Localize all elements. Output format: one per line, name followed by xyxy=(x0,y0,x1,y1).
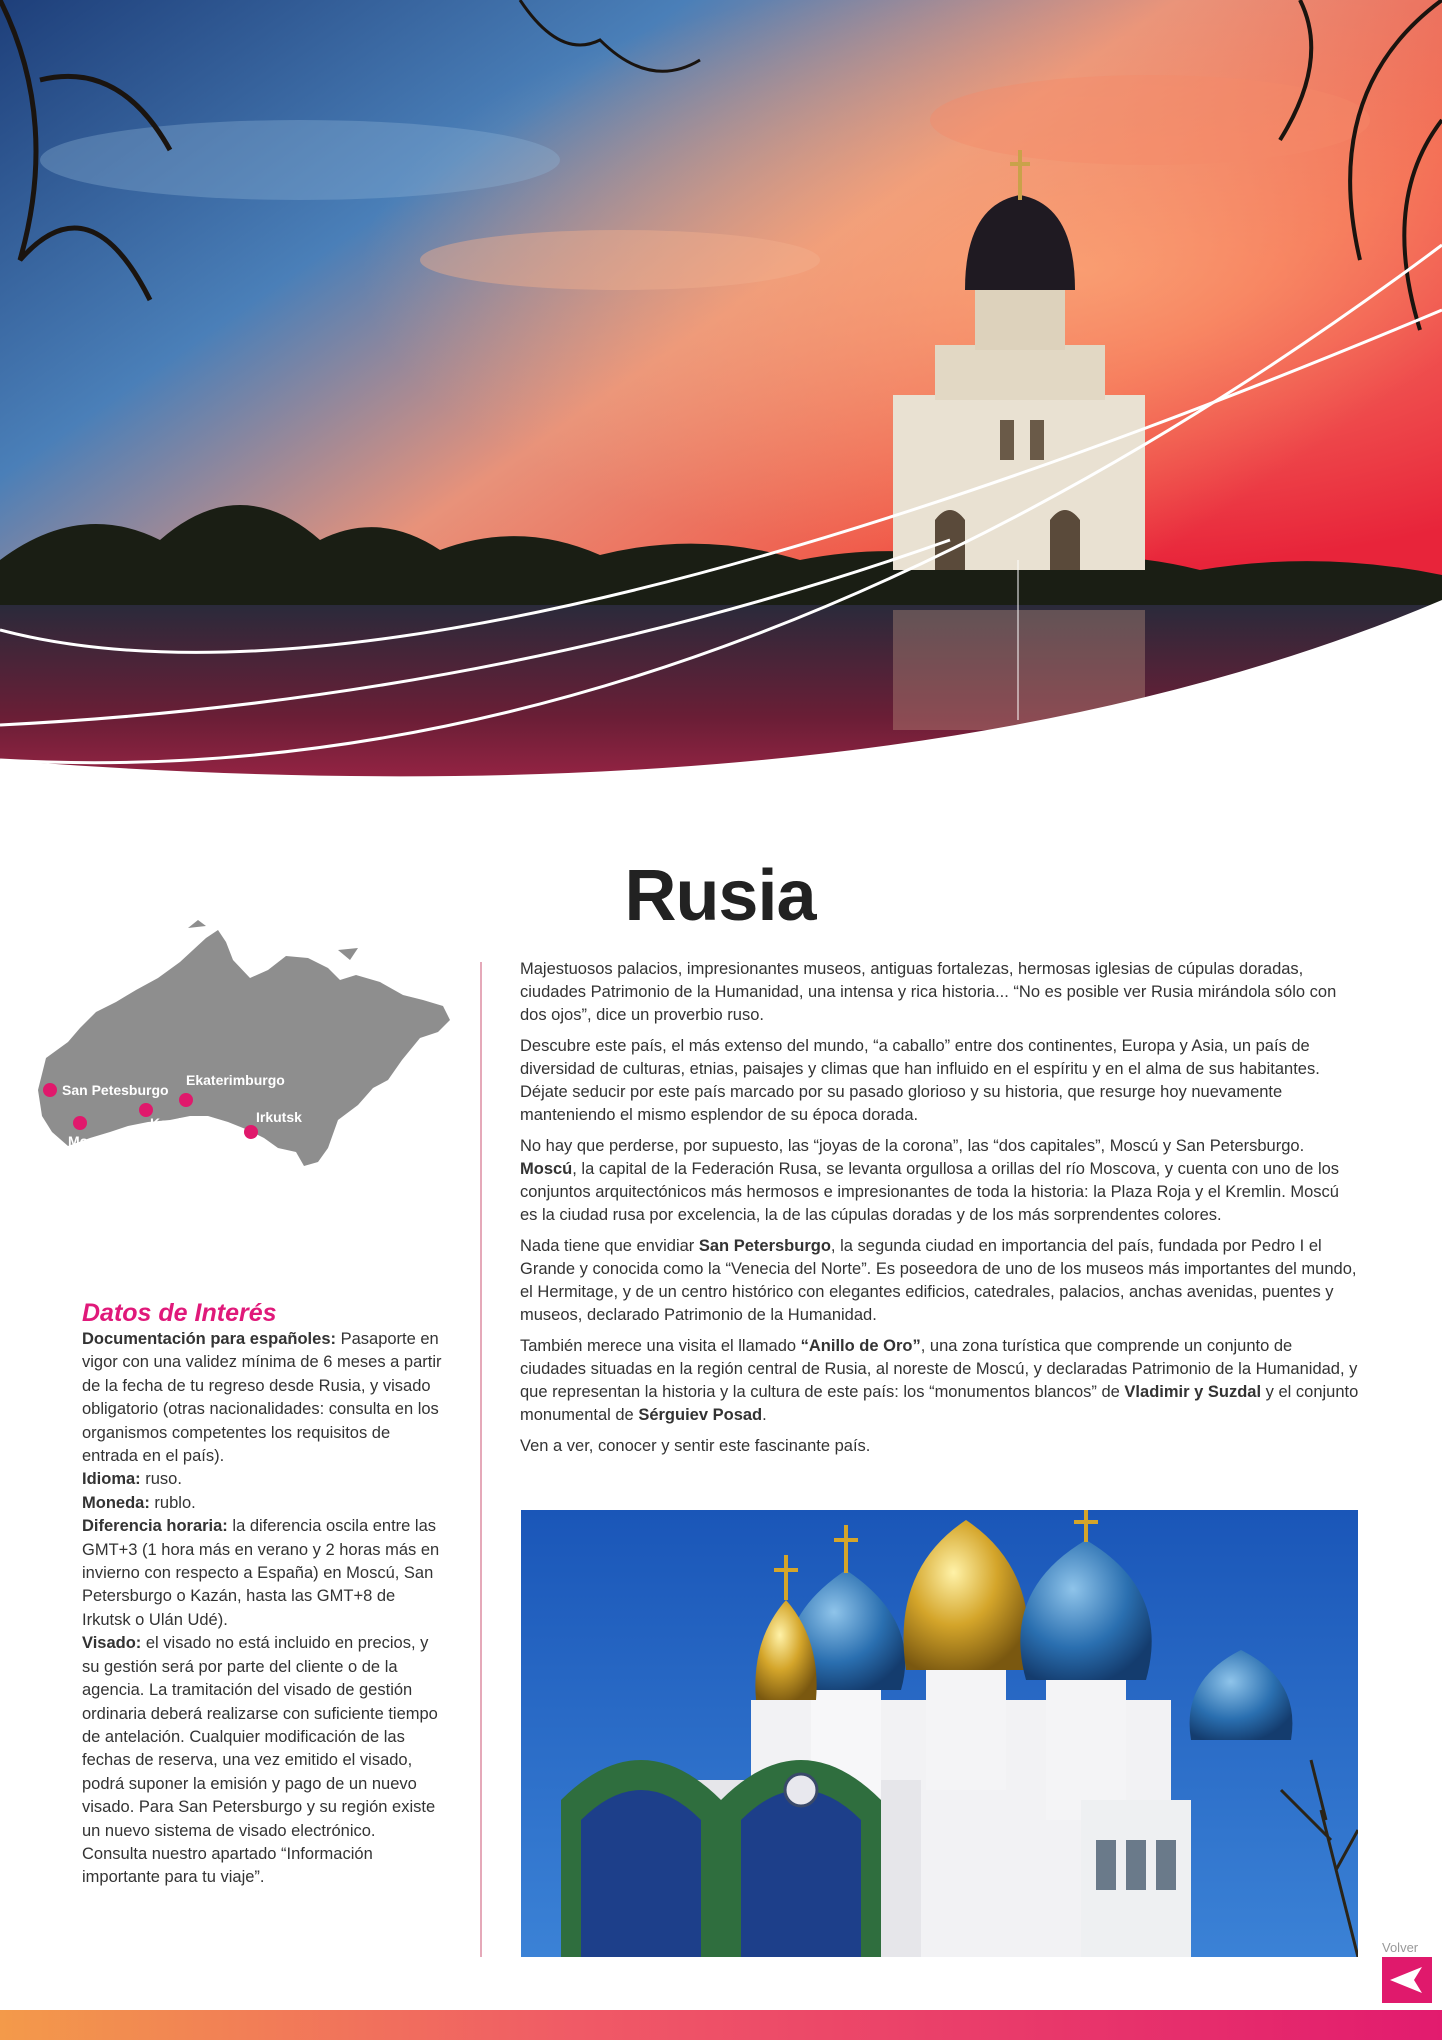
city-label-irkutsk: Irkutsk xyxy=(256,1109,302,1125)
intro-text xyxy=(520,958,1360,1466)
city-dot-ekaterimburgo xyxy=(179,1093,193,1107)
city-label-kazan: Kazán xyxy=(150,1115,192,1131)
datos-de-interes xyxy=(82,1298,444,1890)
city-dot-moscu xyxy=(73,1116,87,1130)
hero-photo-church-sunset xyxy=(0,0,1442,830)
city-dot-san-petesburgo xyxy=(43,1083,57,1097)
intro-paragraph: Descubre este país, el más extenso del mundo, “a caballo” entre dos continentes, Europa y Asia, un país de diversidad de culturas, etnias, paisajes y climas que han influido en el espíritu y en el alma de sus habitantes. Déjate seducir por este país marcado por su pasado glorioso y su historia, que resurge hoy nuevamente manteniendo el mismo esplendor de su época dorada. xyxy=(520,1037,1320,1124)
datos-moneda: Moneda: rublo. xyxy=(82,1493,196,1512)
intro-paragraph: Nada tiene que envidiar San Petersburgo, la segunda ciudad en importancia del país, fundada por Pedro I el Grande y conocida como la “Venecia del Norte”. Es poseedora de uno de los museos más importantes del mundo, el Hermitage, y de un centro histórico con elegantes edificios, catedrales, palacios, anchas avenidas, puentes y museos, declarado Patrimonio de la Humanidad. xyxy=(520,1237,1357,1324)
city-label-san-petesburgo: San Petesburgo xyxy=(62,1082,169,1098)
footer-gradient-bar xyxy=(0,2010,1442,2040)
russia-silhouette xyxy=(38,930,450,1166)
column-divider xyxy=(480,962,482,1957)
datos-documentacion: Documentación para españoles: Pasaporte en vigor con una validez mínima de 6 meses a partir de la fecha de tu regreso desde Rusia, y visado obligatorio (otras nacionalidades: consulta en los organismos competentes los requisitos de entrada en el país). xyxy=(82,1330,442,1466)
city-label-ekaterimburgo: Ekaterimburgo xyxy=(186,1072,285,1088)
datos-idioma: Idioma: ruso. xyxy=(82,1470,182,1489)
volver-button[interactable] xyxy=(1382,1957,1432,2003)
intro-paragraph: También merece una visita el llamado “Anillo de Oro”, una zona turística que comprende un conjunto de ciudades situadas en la región central de Rusia, al noreste de Moscú, y declaradas Patrimonio de la Humanidad, y que representan la historia y la cultura de este país: los “monumentos blancos” de Vladimir y Suzdal y el conjunto monumental de Sérguiev Posad. xyxy=(520,1337,1359,1424)
datos-consulta: Consulta nuestro apartado “Información importante para tu viaje”. xyxy=(82,1844,373,1887)
city-label-moscu: Moscú xyxy=(68,1133,113,1149)
datos-diferencia-horaria: Diferencia horaria: la diferencia oscila entre las GMT+3 (1 hora más en verano y 2 horas más en invierno con respecto a España) en Moscú, San Petersburgo o Kazán, hasta las GMT+8 de Irkutsk o Ulán Udé). xyxy=(82,1517,440,1629)
arrow-left-icon xyxy=(1382,1957,1432,2003)
intro-paragraph: No hay que perderse, por supuesto, las “joyas de la corona”, las “dos capitales”, Moscú y San Petersburgo. Moscú, la capital de la Federación Rusa, se levanta orgullosa a orillas del río Moscova, y cuenta con uno de los conjuntos arquitectónicos más hermosos e impresionantes de toda la historia: la Plaza Roja y el Kremlin. Moscú es la ciudad rusa por excelencia, la de las cúpulas doradas y de los más sorprendentes colores. xyxy=(520,1137,1340,1224)
city-dot-irkutsk xyxy=(244,1125,258,1139)
page-title: Rusia xyxy=(624,856,816,936)
datos-visado: Visado: el visado no está incluido en precios, y su gestión será por parte del cliente o de la agencia. La tramitación del visado de gestión ordinaria deberá realizarse con suficiente tiempo de antelación. Cualquier modificación de las fechas de reserva, una vez emitido el visado, podrá suponer la emisión y pago de un nuevo visado. Para San Petersburgo y su región existe un nuevo sistema de visado electrónico. xyxy=(82,1634,438,1840)
intro-paragraph: Ven a ver, conocer y sentir este fascinante país. xyxy=(520,1437,871,1455)
russia-map xyxy=(28,920,458,1190)
intro-paragraph: Majestuosos palacios, impresionantes museos, antiguas fortalezas, hermosas iglesias de cúpulas doradas, ciudades Patrimonio de la Humanidad, una intensa y rica historia... “No es posible ver Rusia mirándola sólo con dos ojos”, dice un proverbio ruso. xyxy=(520,960,1337,1024)
volver-label: Volver xyxy=(1382,1940,1419,1955)
photo-cathedral-domes xyxy=(521,1510,1358,1957)
datos-heading: Datos de Interés xyxy=(82,1299,277,1327)
